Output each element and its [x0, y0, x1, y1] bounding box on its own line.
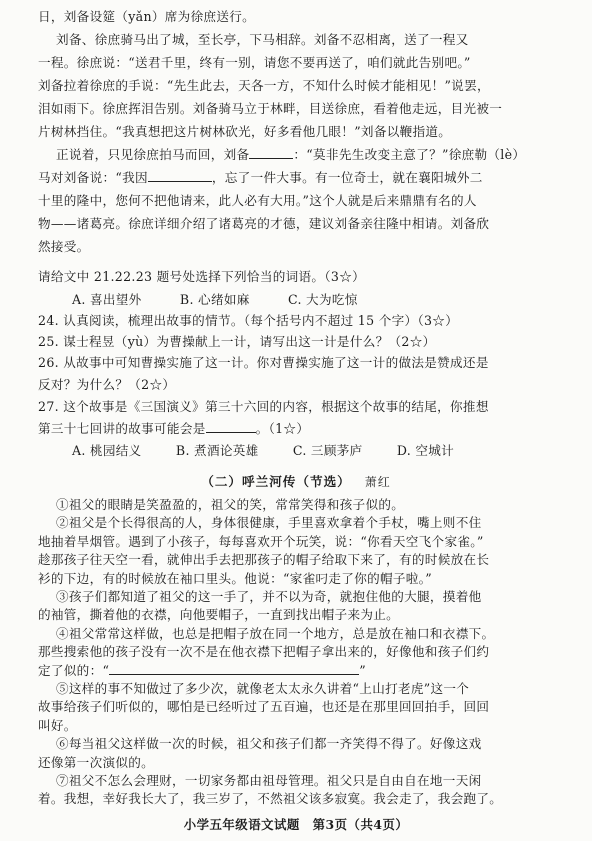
section-title-text: （二）呼兰河传（节选）	[201, 474, 351, 489]
passage1-line: 日，刘备设筵（yǎn）席为徐庶送行。	[38, 9, 256, 24]
passage2-line: 趁那孩子往天空一看，就伸出手去把那孩子的帽子给取下来了，有的时候放在长	[38, 552, 490, 568]
passage1-line: 正说着，只见徐庶拍马而回，刘备	[56, 147, 250, 162]
passage2-line: ”	[359, 662, 366, 678]
passage2-line: 还像第一次演似的。	[38, 754, 155, 770]
option-b[interactable]: B. 心绪如麻	[179, 292, 250, 307]
passage1-line: ，忘了一件大事。有一位奇士，就在襄阳城外二	[211, 170, 483, 185]
answer-blank-22[interactable]	[148, 169, 212, 182]
passage1-line-with-blank	[38, 167, 483, 186]
passage2-line-with-blank	[38, 660, 366, 679]
question-27-text: 。（1☆）	[255, 421, 310, 436]
option-b[interactable]: B. 煮酒论英雄	[175, 443, 259, 458]
passage2-line: ②祖父是个长得很高的人，身体很健康，手里喜欢拿着个手杖，嘴上则不住	[56, 515, 482, 531]
question-24: 24. 认真阅读，梳理出故事的情节。（每个括号内不超过 15 个字）（3☆）	[38, 313, 459, 328]
question-26: 26. 从故事中可知曹操实施了这一计。你对曹操实施了这一计的做法是赞成还是	[38, 355, 489, 370]
passage1-line: 一程。徐庶说：“送君千里，终有一别，请您不要再送了，咱们就此告别吧。”	[38, 55, 471, 70]
passage2-line: ⑥每当祖父这样做一次的时候，祖父和孩子们都一齐笑得不得了。好像这戏	[56, 736, 482, 752]
question-26-cont: 反对？为什么？（2☆）	[38, 377, 176, 392]
passage2-line: ④祖父常常这样做，也总是把帽子放在同一个地方，总是放在袖口和衣襟下。	[56, 625, 495, 641]
passage1-line: 十里的隆中，您何不把他请来，此人必有大用。”这个人就是后来鼎鼎有名的人	[38, 193, 477, 208]
passage2-line: ⑤这样的事不知做过了多少次，就像老太太永久讲着“上山打老虎”这一个	[56, 681, 470, 696]
question-27: 27. 这个故事是《三国演义》第三十六回的内容，根据这个故事的结尾，你推想	[38, 399, 489, 414]
passage2-line: ⑦祖父不怎么会理财，一切家务都由祖母管理。祖父只是自由自在地一天闲	[56, 773, 482, 788]
passage1-line: 物——诸葛亮。徐庶详细介绍了诸葛亮的才德，建议刘备亲往隆中相请。刘备欣	[38, 216, 490, 231]
passage1-line: 马对刘备说：“我因	[38, 170, 148, 185]
option-c[interactable]: C. 三顾茅庐	[292, 443, 363, 458]
passage1-line: 刘备拉着徐庶的手说：“先生此去，天各一方，不知什么时候才能相见！”说罢，	[38, 78, 490, 93]
passage2-line: 叫好。	[38, 717, 77, 733]
answer-blank-quote[interactable]	[109, 662, 359, 675]
passage1-line: ：“莫非先生改变主意了？”徐庶勒（lè）	[293, 147, 526, 162]
author-name: 萧红	[364, 475, 391, 489]
passage2-line: 那些搜索他的孩子没有一次不是在他衣襟下把帽子拿出来的，好像他和孩子们约	[38, 644, 490, 660]
passage2-line: 着。我想，幸好我长大了，我三岁了，不然祖父该多寂寞。我会走了，我会跑了。	[38, 791, 503, 807]
passage1-line: 片树林挡住。“我真想把这片树林砍光，好多看他几眼！”刘备以鞭指道。	[38, 124, 452, 139]
page-footer: 小学五年级语文试题 第3页（共4页）	[183, 817, 409, 832]
passage2-line: ③孩子们都知道了祖父的这一手了，并不以为奇，就抱住他的大腿，摸着他	[56, 589, 482, 604]
option-d[interactable]: D. 空城计	[396, 443, 455, 458]
question-27-cont	[38, 418, 309, 437]
question-intro: 请给文中 21.22.23 题号处选择下列恰当的词语。（3☆）	[38, 269, 365, 284]
question-25: 25. 谋士程昱（yù）为曹操献上一计，请写出这一计是什么？（2☆）	[38, 334, 436, 349]
option-c[interactable]: C. 大为吃惊	[287, 292, 358, 307]
option-a[interactable]: A. 喜出望外	[72, 292, 142, 307]
passage2-line: 定了似的：“	[38, 662, 110, 678]
answer-blank-27[interactable]	[206, 420, 256, 433]
question-27-text: 第三十七回讲的故事可能会是	[38, 421, 206, 436]
choice-options	[72, 289, 392, 308]
passage1-line: 然接受。	[38, 239, 90, 254]
answer-blank-21[interactable]	[249, 146, 293, 159]
q27-options	[72, 440, 454, 459]
passage1-line-with-blank	[56, 144, 525, 163]
option-a[interactable]: A. 桃园结义	[72, 443, 142, 458]
section-title	[0, 471, 592, 490]
passage2-line: ①祖父的眼睛是笑盈盈的，祖父的笑，常常笑得和孩子似的。	[56, 497, 405, 512]
passage2-line: 的袖管，撕着他的衣襟，向他要帽子，一直到找出帽子来为止。	[38, 607, 400, 623]
passage1-line: 刘备、徐庶骑马出了城，至长亭，下马相辞。刘备不忍相离，送了一程又	[56, 32, 469, 47]
passage2-line: 衫的下边，有的时候放在袖口里头。他说：“家雀叼走了你的帽子啦。”	[38, 570, 432, 586]
passage2-line: 故事给孩子们听似的，哪怕是已经听过了五百遍，也还是在那里回回拍手，回回	[38, 699, 490, 715]
passage1-line: 泪如雨下。徐庶挥泪告别。刘备骑马立于林畔，目送徐庶，看着他走远，目光被一	[38, 101, 503, 116]
passage2-line: 地抽着旱烟管。遇到了小孩子，每每喜欢开个玩笑，说：“你看天空飞个家雀。”	[38, 533, 484, 549]
